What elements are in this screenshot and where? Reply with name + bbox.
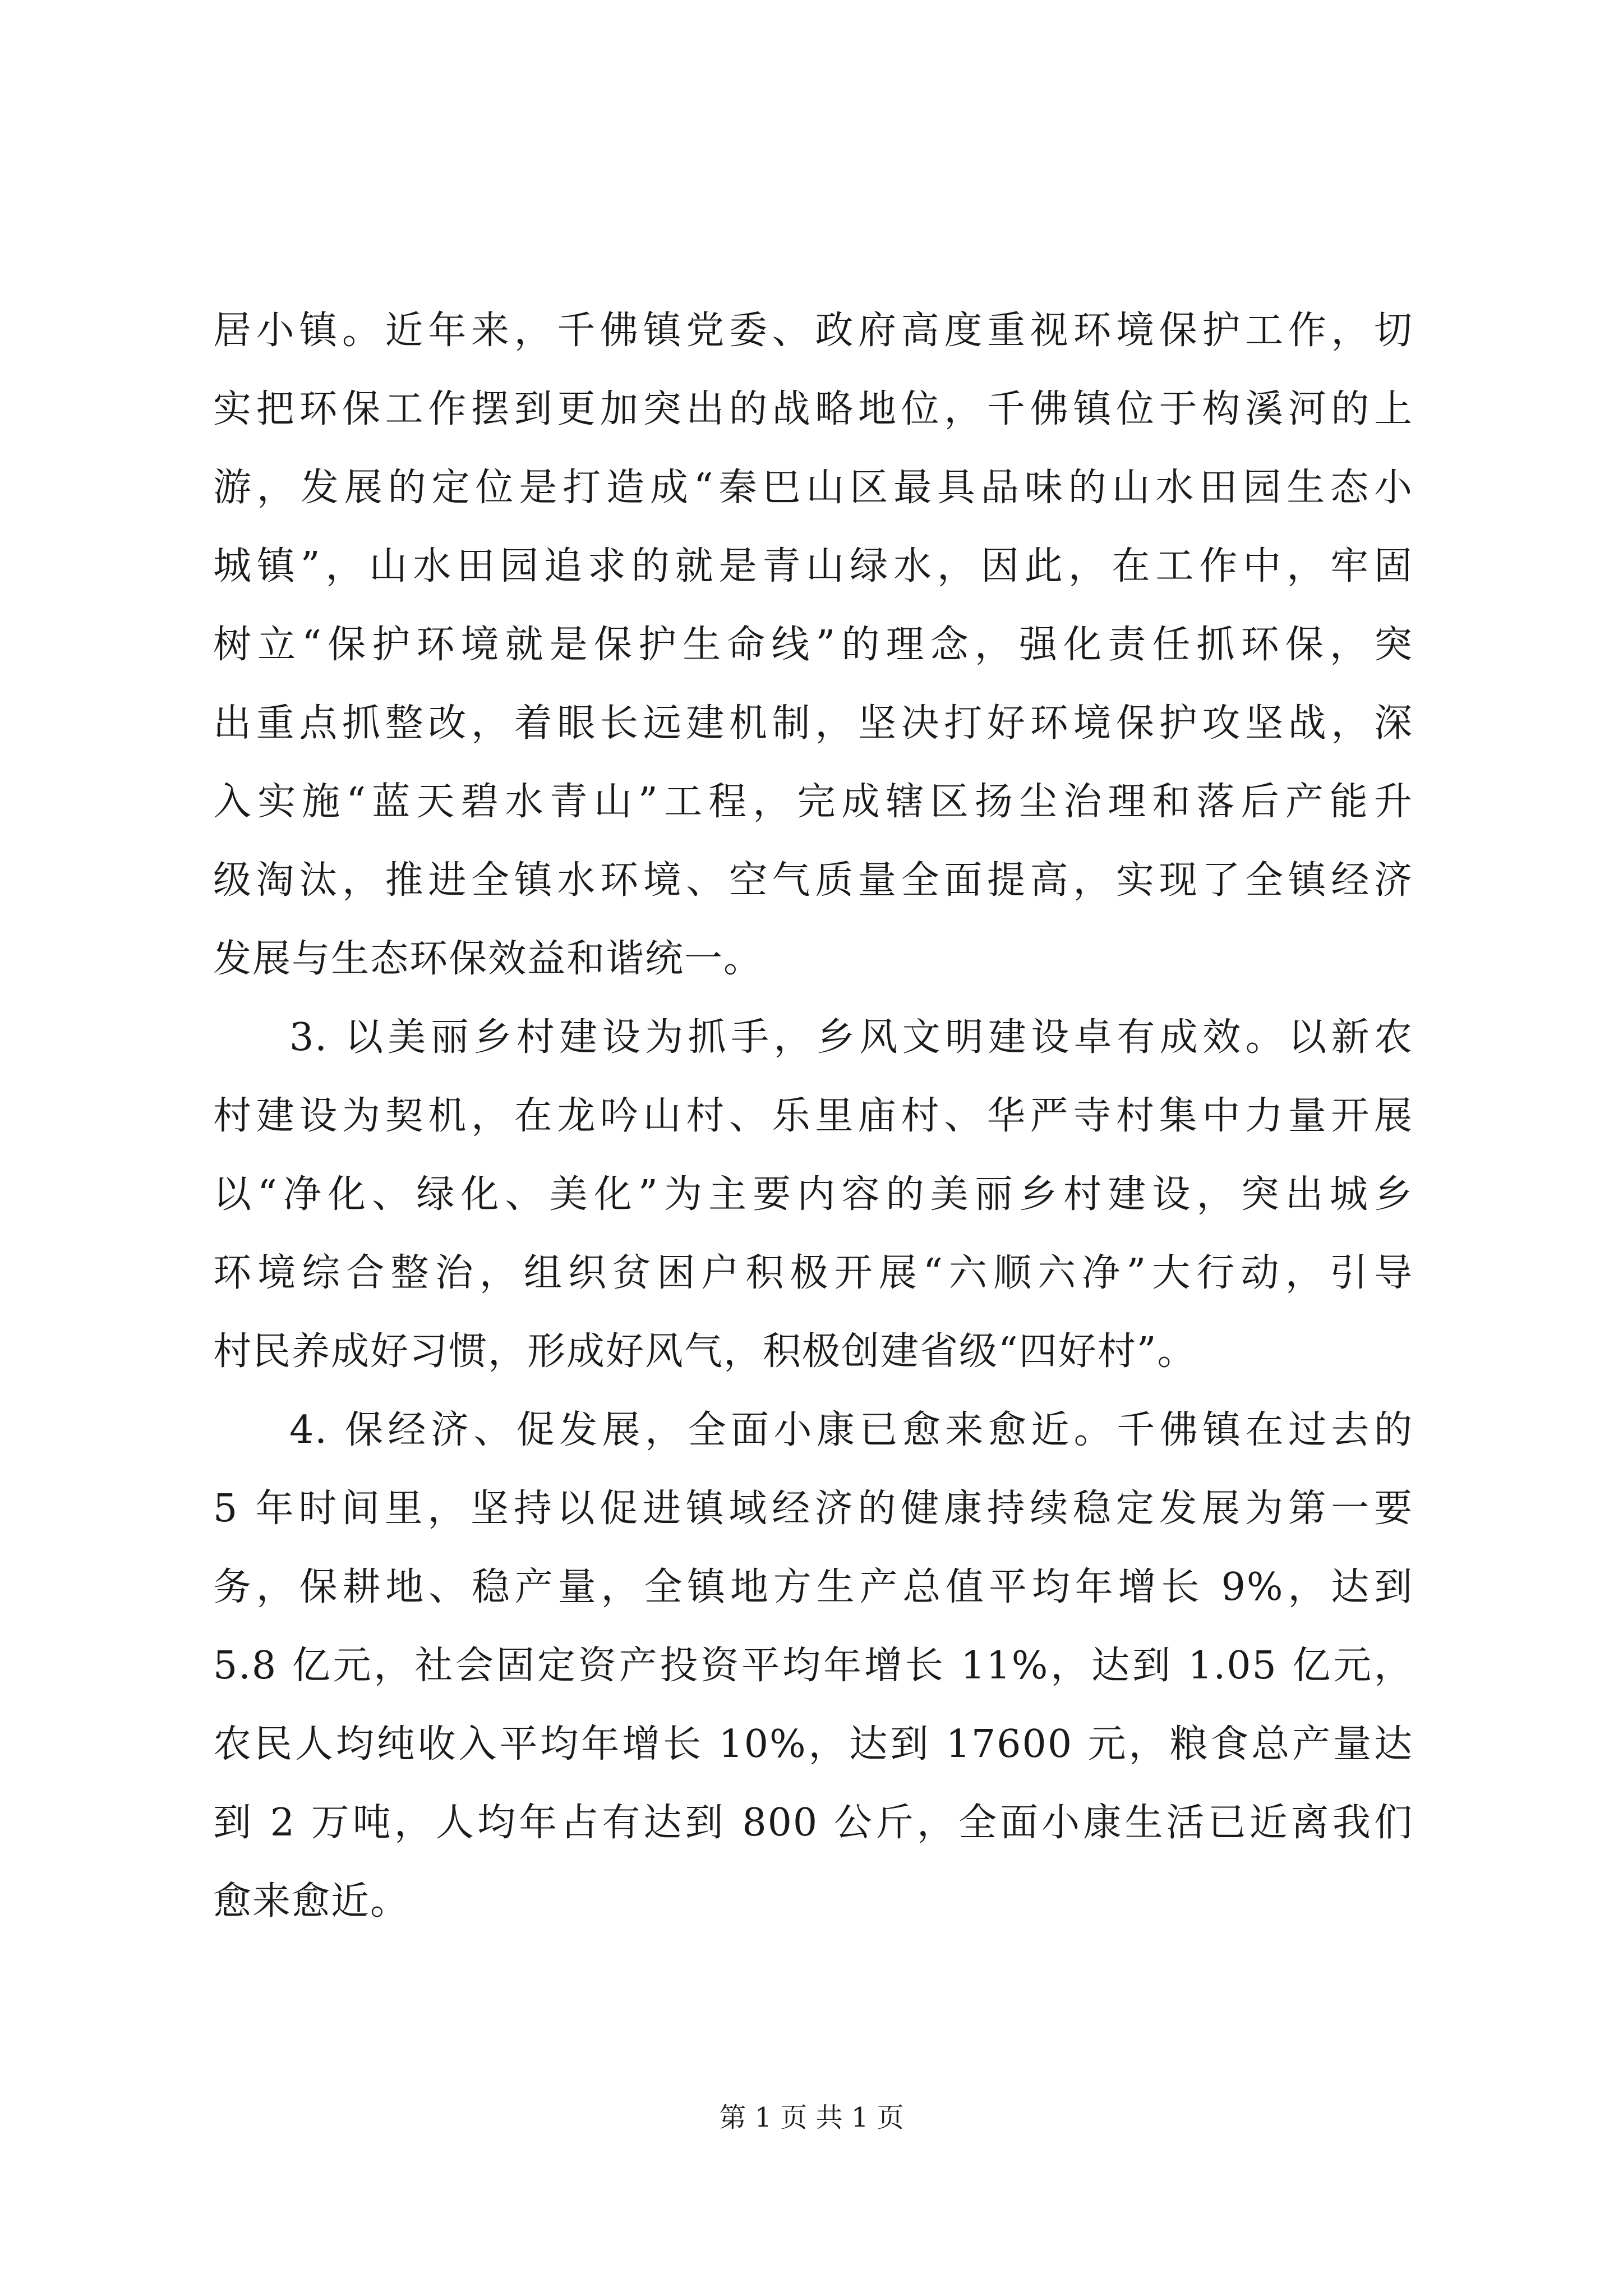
text-line: 出重点抓整改，着眼长远建机制，坚决打好环境保护攻坚战，深 (213, 701, 1413, 746)
text-line: 愈来愈近。 (213, 1879, 410, 1924)
document-body (213, 292, 1413, 1941)
text-line: 务，保耕地、稳产量，全镇地方生产总值平均年增长 9%，达到 (213, 1565, 1413, 1609)
text-line: 发展与生态环保效益和谐统一。 (213, 937, 763, 981)
text-line: 树立“保护环境就是保护生命线”的理念，强化责任抓环保，突 (213, 623, 1413, 667)
text-line: 村民养成好习惯，形成好风气，积极创建省级“四好村”。 (213, 1329, 1197, 1374)
text-line: 3. 以美丽乡村建设为抓手，乡风文明建设卓有成效。以新农 (289, 1015, 1413, 1060)
text-line: 环境综合整治，组织贫困户积极开展“六顺六净”大行动，引导 (213, 1251, 1413, 1295)
text-line: 游，发展的定位是打造成“秦巴山区最具品味的山水田园生态小 (213, 466, 1413, 510)
text-line: 城镇”，山水田园追求的就是青山绿水，因此，在工作中，牢固 (213, 544, 1413, 588)
text-line: 5.8 亿元，社会固定资产投资平均年增长 11%，达到 1.05 亿元， (213, 1644, 1413, 1688)
paragraph-economy (213, 1391, 1413, 1941)
text-line: 实把环保工作摆到更加突出的战略地位，千佛镇位于构溪河的上 (213, 387, 1413, 431)
text-line: 4. 保经济、促发展，全面小康已愈来愈近。千佛镇在过去的 (289, 1408, 1413, 1452)
page-footer: 第 1 页 共 1 页 (719, 2102, 904, 2133)
text-line: 以“净化、绿化、美化”为主要内容的美丽乡村建设，突出城乡 (213, 1172, 1413, 1217)
text-line: 5 年时间里，坚持以促进镇域经济的健康持续稳定发展为第一要 (213, 1487, 1413, 1531)
text-line: 农民人均纯收入平均年增长 10%，达到 17600 元，粮食总产量达 (213, 1722, 1413, 1766)
paragraph-beautiful-village (213, 999, 1413, 1391)
text-line: 村建设为契机，在龙吟山村、乐里庙村、华严寺村集中力量开展 (213, 1094, 1413, 1138)
text-line: 到 2 万吨，人均年占有达到 800 公斤，全面小康生活已近离我们 (213, 1801, 1413, 1845)
text-line: 居小镇。近年来，千佛镇党委、政府高度重视环境保护工作，切 (213, 309, 1413, 353)
text-line: 入实施“蓝天碧水青山”工程，完成辖区扬尘治理和落后产能升 (213, 780, 1413, 824)
text-line: 级淘汰，推进全镇水环境、空气质量全面提高，实现了全镇经济 (213, 858, 1413, 903)
paragraph-environment (213, 292, 1413, 999)
